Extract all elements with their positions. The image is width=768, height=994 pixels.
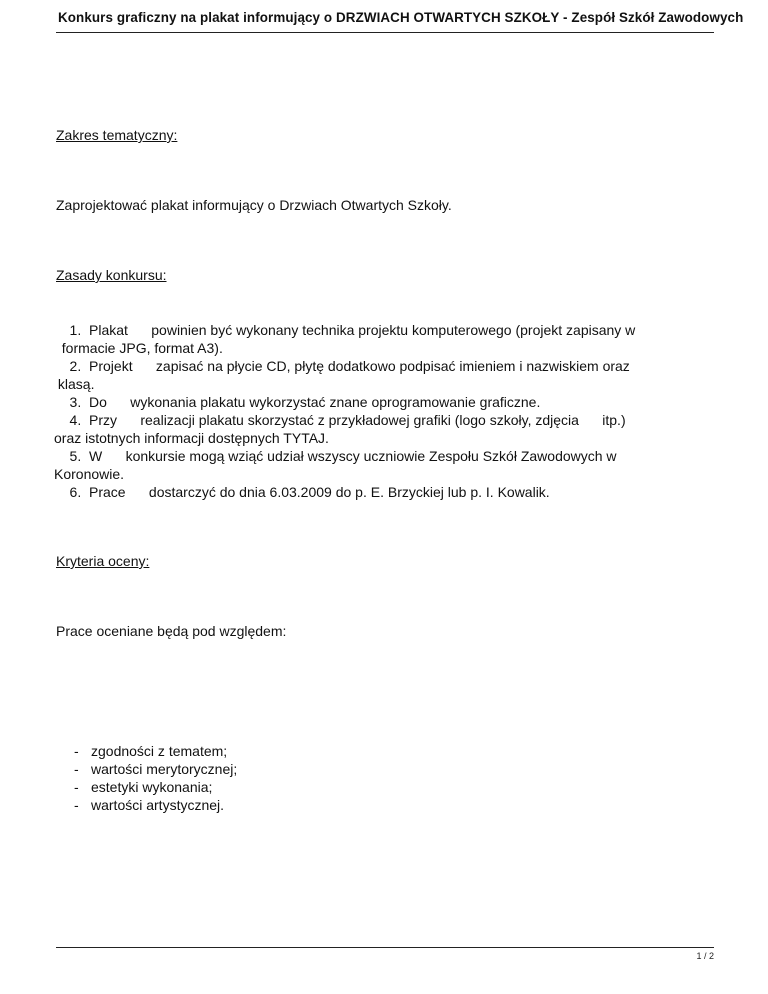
document-header-title: Konkurs graficzny na plakat informujący o DRZWIACH OTWARTYCH SZKOŁY - Zespół Szkół Zawodowych: [58, 10, 744, 25]
rules-list: [54, 321, 754, 501]
rules-line: Koronowie.: [54, 466, 125, 482]
criteria-item: [74, 742, 237, 760]
page-number: 1 / 2: [696, 951, 714, 961]
rules-line: klasą.: [54, 376, 95, 392]
bullet-dash: -: [74, 797, 79, 813]
criteria-list: [74, 742, 237, 814]
rules-line: 5. W konkursie mogą wziąć udział wszyscy uczniowie Zespołu Szkół Zawodowych w: [54, 448, 617, 464]
bullet-dash: -: [74, 761, 79, 777]
rules-line: 1. Plakat powinien być wykonany technika projektu komputerowego (projekt zapisany w: [54, 322, 636, 338]
bullet-dash: -: [74, 743, 79, 759]
rules-line: formacie JPG, format A3).: [54, 340, 223, 356]
rules-line: 3. Do wykonania plakatu wykorzystać znane oprogramowanie graficzne.: [54, 394, 541, 410]
criteria-item-text: zgodności z tematem;: [91, 743, 228, 759]
criteria-item: [74, 796, 237, 814]
footer-divider: [56, 947, 714, 948]
criteria-item-text: estetyki wykonania;: [91, 779, 213, 795]
kryteria-intro: Prace oceniane będą pod względem:: [56, 623, 287, 639]
header-divider: [56, 32, 714, 33]
rules-line: 2. Projekt zapisać na płycie CD, płytę dodatkowo podpisać imieniem i nazwiskiem oraz: [54, 358, 630, 374]
zakres-heading: Zakres tematyczny:: [56, 127, 178, 143]
rules-line: oraz istotnych informacji dostępnych TYTAJ.: [54, 430, 329, 446]
rules-line: 6. Prace dostarczyć do dnia 6.03.2009 do p. E. Brzyckiej lub p. I. Kowalik.: [54, 484, 550, 500]
zakres-text: Zaprojektować plakat informujący o Drzwiach Otwartych Szkoły.: [56, 197, 452, 213]
criteria-item: [74, 778, 237, 796]
bullet-dash: -: [74, 779, 79, 795]
criteria-item: [74, 760, 237, 778]
criteria-item-text: wartości artystycznej.: [91, 797, 225, 813]
rules-line: 4. Przy realizacji plakatu skorzystać z przykładowej grafiki (logo szkoły, zdjęcia itp.): [54, 412, 626, 428]
criteria-item-text: wartości merytorycznej;: [91, 761, 238, 777]
kryteria-heading: Kryteria oceny:: [56, 553, 150, 569]
zasady-heading: Zasady konkursu:: [56, 267, 167, 283]
